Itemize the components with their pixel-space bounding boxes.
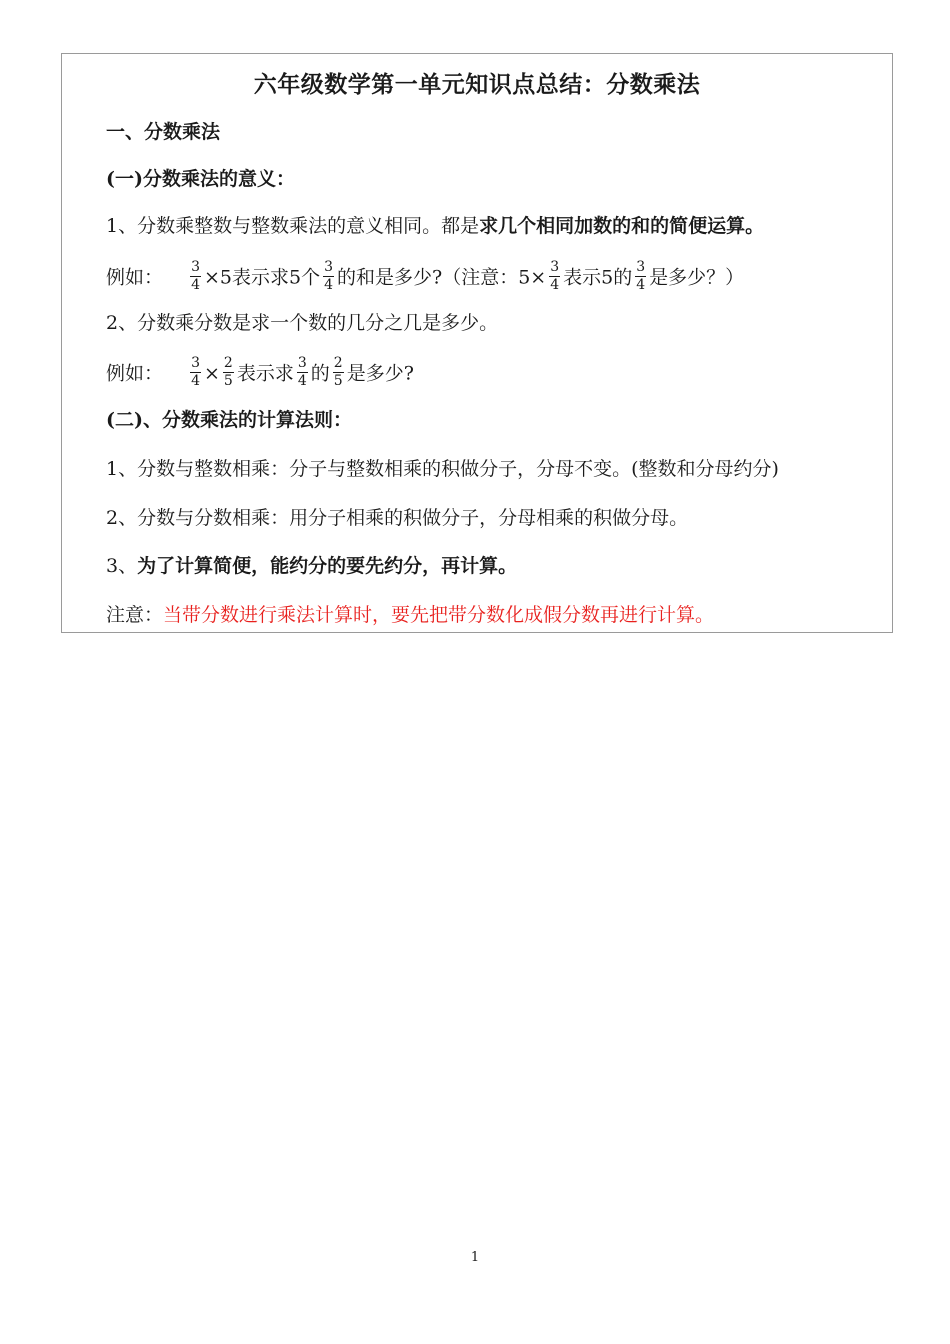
page-title: 六年级数学第一单元知识点总结：分数乘法 [253,71,701,98]
rule-3-prefix: 3、 [106,555,138,577]
example-2 [106,355,414,391]
fraction: $\frac{3}{4}$ [191,355,200,389]
example-label: 例如： [106,266,164,289]
section-heading-fraction-multiplication: 一、分数乘法 [106,121,221,143]
example-text: 是多少? [346,362,414,385]
example-text: ×5表示求5个 [203,266,321,289]
paragraph-1-text: 1、分数乘整数与整数乘法的意义相同。都是 [106,215,480,237]
note-label: 注意： [106,604,164,626]
example-text: 的 [310,362,330,385]
note-text: 当带分数进行乘法计算时，要先把带分数化成假分数再进行计算。 [163,604,715,626]
example-text: 表示5的 [563,266,633,289]
subsection-heading-meaning: (一)分数乘法的意义： [106,168,295,190]
rule-2: 2、分数与分数相乘：用分子相乘的积做分子，分母相乘的积做分母。 [106,507,689,529]
fraction: $\frac{3}{4}$ [324,259,334,293]
example-text: 是多少？） [649,266,745,289]
rule-1: 1、分数与整数相乘：分子与整数相乘的积做分子，分母不变。(整数和分母约分) [106,458,779,480]
content-box [61,53,893,633]
paragraph-1-bold: 求几个相同加数的和的简便运算。 [479,215,765,237]
example-text: 表示求 [236,362,294,385]
fraction: $\frac{2}{5}$ [333,355,343,389]
paragraph-1 [106,214,764,238]
rule-3-bold: 为了计算简便，能约分的要先约分，再计算。 [137,555,518,577]
fraction: $\frac{3}{4}$ [550,259,560,293]
example-text: × [203,362,220,385]
page-number: 1 [470,1250,480,1265]
paragraph-2: 2、分数乘分数是求一个数的几分之几是多少。 [106,312,499,334]
fraction: $\frac{2}{5}$ [223,355,233,389]
example-text: 的和是多少?（注意：5× [337,266,547,289]
example-1 [106,259,745,295]
fraction: $\frac{3}{4}$ [636,259,646,293]
note [106,603,714,627]
rule-3 [106,554,517,578]
example-label: 例如： [106,362,164,385]
fraction: $\frac{3}{4}$ [191,259,200,293]
subsection-heading-rules: (二)、分数乘法的计算法则： [106,409,352,431]
fraction: $\frac{3}{4}$ [297,355,307,389]
